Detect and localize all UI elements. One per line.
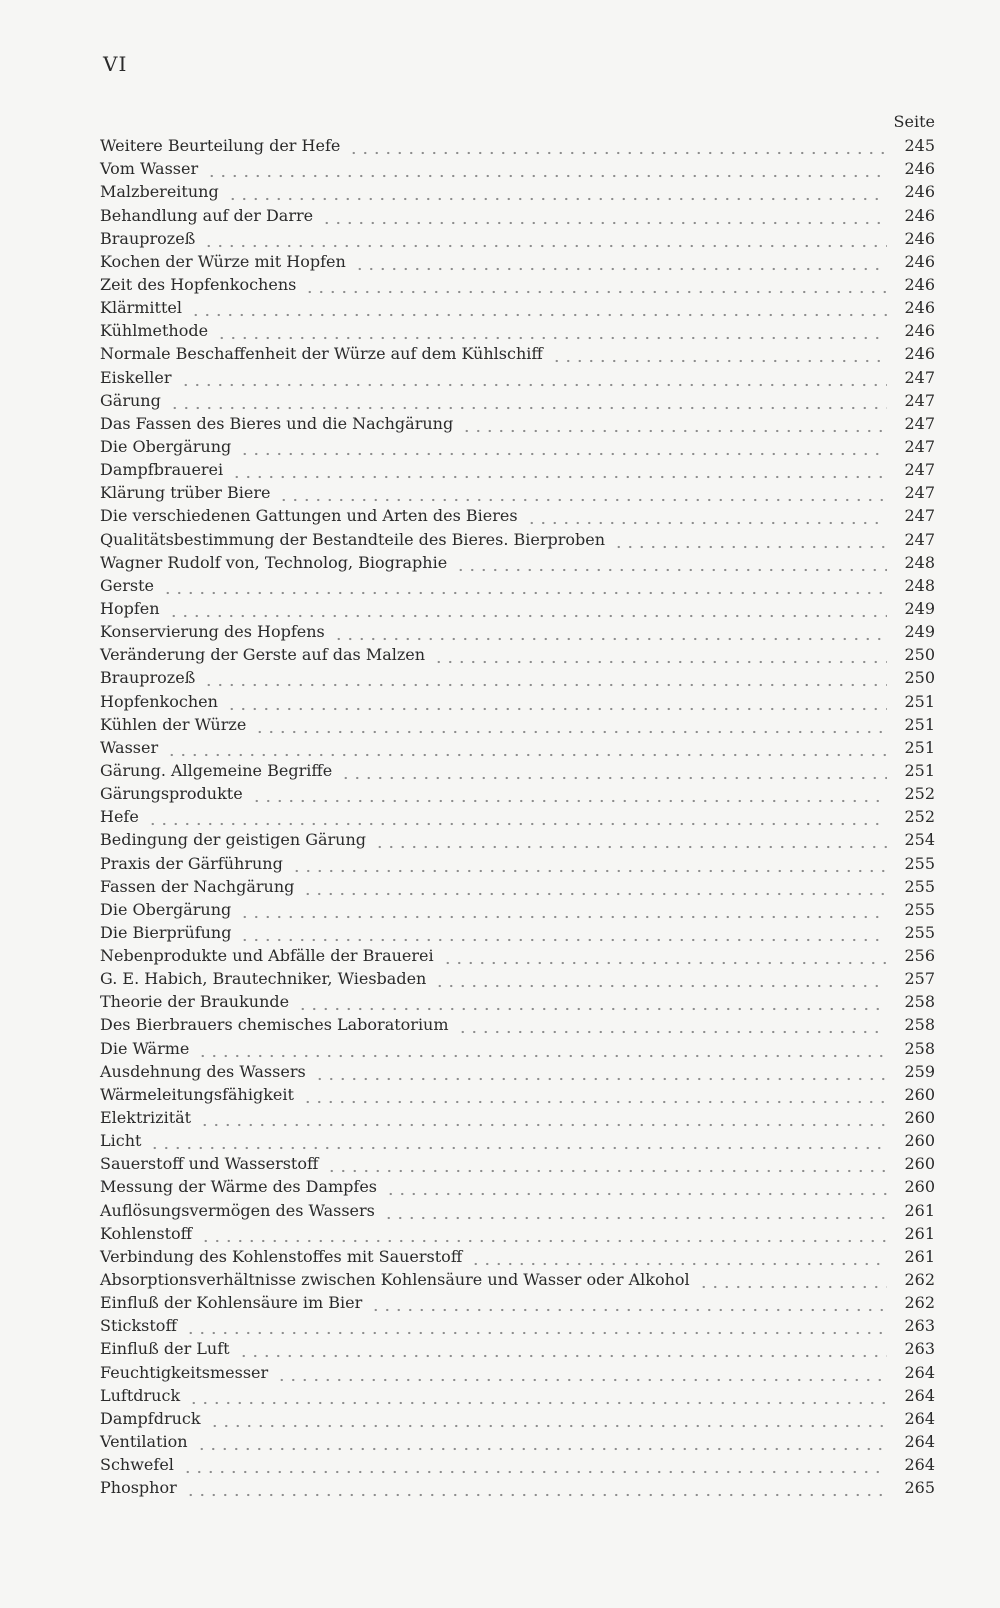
toc-dot-leader xyxy=(340,760,887,780)
toc-entry xyxy=(100,434,935,457)
toc-entry-page: 260 xyxy=(887,1085,935,1105)
toc-entry-page: 250 xyxy=(887,668,935,688)
toc-entry-title: Weitere Beurteilung der Hefe xyxy=(100,136,348,156)
toc-dot-leader xyxy=(461,413,887,433)
toc-entry-page: 245 xyxy=(887,136,935,156)
toc-entry-title: Gerste xyxy=(100,576,162,596)
toc-entry-title: Luftdruck xyxy=(100,1386,188,1406)
toc-dot-leader xyxy=(200,1223,887,1243)
toc-entry xyxy=(100,897,935,920)
toc-entry-title: Messung der Wärme des Dampfes xyxy=(100,1177,385,1197)
toc-entry xyxy=(100,388,935,411)
toc-dot-leader xyxy=(470,1246,887,1266)
toc-entry-page: 260 xyxy=(887,1154,935,1174)
toc-entry xyxy=(100,804,935,827)
toc-dot-leader xyxy=(216,320,887,340)
toc-dot-leader xyxy=(147,806,887,826)
toc-dot-leader xyxy=(251,783,887,803)
toc-entry-page: 262 xyxy=(887,1270,935,1290)
toc-dot-leader xyxy=(231,459,887,479)
toc-dot-leader xyxy=(385,1176,887,1196)
toc-dot-leader xyxy=(185,1315,887,1335)
toc-entry-page: 261 xyxy=(887,1201,935,1221)
toc-dot-leader xyxy=(698,1269,887,1289)
toc-entry xyxy=(100,249,935,272)
toc-dot-leader xyxy=(209,1408,887,1428)
toc-entry-page: 247 xyxy=(887,530,935,550)
toc-entry-page: 248 xyxy=(887,576,935,596)
toc-entry-page: 246 xyxy=(887,159,935,179)
toc-entry xyxy=(100,1383,935,1406)
toc-entry-title: Ventilation xyxy=(100,1432,196,1452)
toc-entry-title: Auflösungsvermögen des Wassers xyxy=(100,1201,383,1221)
toc-entry-title: Hopfenkochen xyxy=(100,692,226,712)
toc-entry-title: Gärung. Allgemeine Begriffe xyxy=(100,761,340,781)
toc-entry xyxy=(100,735,935,758)
toc-entry-page: 249 xyxy=(887,599,935,619)
toc-entry-page: 259 xyxy=(887,1062,935,1082)
toc-dot-leader xyxy=(239,922,887,942)
toc-entry xyxy=(100,1012,935,1035)
toc-entry xyxy=(100,1475,935,1498)
toc-entry-page: 247 xyxy=(887,414,935,434)
toc-entry-page: 264 xyxy=(887,1363,935,1383)
toc-entry xyxy=(100,665,935,688)
toc-dot-leader xyxy=(526,505,887,525)
toc-entry xyxy=(100,1221,935,1244)
toc-entry-title: Gärungsprodukte xyxy=(100,784,251,804)
toc-dot-leader xyxy=(613,529,887,549)
toc-entry-title: Einfluß der Luft xyxy=(100,1339,238,1359)
toc-entry-title: Qualitätsbestimmung der Bestandteile des Bieres. Bierproben xyxy=(100,530,613,550)
toc-dot-leader xyxy=(333,621,887,641)
toc-entry-title: Schwefel xyxy=(100,1455,182,1475)
toc-entry-title: Stickstoff xyxy=(100,1316,185,1336)
toc-entry xyxy=(100,526,935,549)
toc-entry xyxy=(100,874,935,897)
toc-dot-leader xyxy=(442,945,887,965)
toc-entry xyxy=(100,781,935,804)
toc-entry-title: Ausdehnung des Wassers xyxy=(100,1062,314,1082)
toc-entry-title: Hefe xyxy=(100,807,147,827)
toc-entry-page: 257 xyxy=(887,969,935,989)
toc-entry xyxy=(100,1429,935,1452)
toc-entry-page: 251 xyxy=(887,761,935,781)
toc-dot-leader xyxy=(188,1385,887,1405)
toc-entry-title: Die verschiedenen Gattungen und Arten des Bieres xyxy=(100,506,526,526)
toc-dot-leader xyxy=(169,390,887,410)
toc-entry-title: Konservierung des Hopfens xyxy=(100,622,333,642)
toc-entry-page: 252 xyxy=(887,807,935,827)
toc-dot-leader xyxy=(291,853,887,873)
toc-dot-leader xyxy=(551,343,887,363)
page-column-heading: Seite xyxy=(893,112,935,131)
toc-entry-page: 260 xyxy=(887,1177,935,1197)
toc-entry-page: 246 xyxy=(887,229,935,249)
page-number: VI xyxy=(103,52,128,76)
toc-entry-title: Sauerstoff und Wasserstoff xyxy=(100,1154,326,1174)
toc-entry-page: 260 xyxy=(887,1131,935,1151)
toc-entry-page: 258 xyxy=(887,992,935,1012)
toc-dot-leader xyxy=(276,1362,887,1382)
toc-dot-leader xyxy=(239,899,887,919)
toc-dot-leader xyxy=(434,968,887,988)
toc-entry-page: 258 xyxy=(887,1015,935,1035)
toc-entry xyxy=(100,550,935,573)
toc-entry xyxy=(100,1059,935,1082)
toc-entry-page: 246 xyxy=(887,182,935,202)
toc-dot-leader xyxy=(304,274,887,294)
toc-entry xyxy=(100,642,935,665)
toc-dot-leader xyxy=(348,135,887,155)
toc-entry xyxy=(100,480,935,503)
toc-entry xyxy=(100,989,935,1012)
toc-entry-page: 246 xyxy=(887,252,935,272)
toc-entry xyxy=(100,272,935,295)
toc-dot-leader xyxy=(180,367,887,387)
toc-entry-title: Kohlenstoff xyxy=(100,1224,200,1244)
toc-dot-leader xyxy=(203,667,887,687)
toc-entry-title: Licht xyxy=(100,1131,149,1151)
toc-dot-leader xyxy=(455,552,887,572)
toc-dot-leader xyxy=(197,1038,887,1058)
toc-entry xyxy=(100,318,935,341)
toc-entry-title: Brauprozeß xyxy=(100,229,203,249)
toc-entry xyxy=(100,1174,935,1197)
toc-dot-leader xyxy=(162,575,887,595)
toc-dot-leader xyxy=(206,158,887,178)
toc-entry xyxy=(100,688,935,711)
toc-entry-page: 247 xyxy=(887,437,935,457)
toc-entry-page: 246 xyxy=(887,321,935,341)
toc-entry xyxy=(100,133,935,156)
toc-entry-page: 254 xyxy=(887,830,935,850)
toc-dot-leader xyxy=(370,1292,887,1312)
toc-entry-title: Klärmittel xyxy=(100,298,190,318)
toc-entry-page: 248 xyxy=(887,553,935,573)
toc-entry xyxy=(100,1313,935,1336)
toc-entry-page: 263 xyxy=(887,1339,935,1359)
toc-entry-title: Vom Wasser xyxy=(100,159,206,179)
toc-entry-page: 249 xyxy=(887,622,935,642)
toc-entry-page: 247 xyxy=(887,506,935,526)
toc-entry-page: 246 xyxy=(887,206,935,226)
toc-entry-title: Feuchtigkeitsmesser xyxy=(100,1363,276,1383)
toc-entry-title: Das Fassen des Bieres und die Nachgärung xyxy=(100,414,461,434)
toc-dot-leader xyxy=(166,737,887,757)
toc-entry-title: Die Bierprüfung xyxy=(100,923,239,943)
toc-entry-title: Kühlmethode xyxy=(100,321,216,341)
toc-entry-page: 255 xyxy=(887,923,935,943)
toc-entry xyxy=(100,920,935,943)
toc-entry-title: Die Obergärung xyxy=(100,900,239,920)
toc-entry-title: Bedingung der geistigen Gärung xyxy=(100,830,374,850)
toc-entry-title: Wasser xyxy=(100,738,166,758)
toc-entry-page: 262 xyxy=(887,1293,935,1313)
toc-entry-page: 255 xyxy=(887,900,935,920)
toc-dot-leader xyxy=(199,1107,887,1127)
toc-entry-title: Die Wärme xyxy=(100,1039,197,1059)
toc-entry-page: 256 xyxy=(887,946,935,966)
toc-entry-title: Kühlen der Würze xyxy=(100,715,254,735)
toc-dot-leader xyxy=(326,1153,887,1173)
toc-entry xyxy=(100,758,935,781)
toc-entry-title: Elektrizität xyxy=(100,1108,199,1128)
toc-entry xyxy=(100,596,935,619)
toc-entry-page: 247 xyxy=(887,460,935,480)
toc-entry xyxy=(100,619,935,642)
toc-entry-title: Wagner Rudolf von, Technolog, Biographie xyxy=(100,553,455,573)
toc-entry-title: Nebenprodukte und Abfälle der Brauerei xyxy=(100,946,442,966)
toc-dot-leader xyxy=(302,876,887,896)
table-of-contents xyxy=(100,133,935,1498)
toc-dot-leader xyxy=(182,1454,887,1474)
toc-entry xyxy=(100,1406,935,1429)
toc-entry xyxy=(100,1105,935,1128)
toc-entry-page: 247 xyxy=(887,368,935,388)
toc-entry-title: Veränderung der Gerste auf das Malzen xyxy=(100,645,433,665)
toc-dot-leader xyxy=(254,714,887,734)
toc-entry-title: Phosphor xyxy=(100,1478,185,1498)
toc-entry-title: Absorptionsverhältnisse zwischen Kohlensäure und Wasser oder Alkohol xyxy=(100,1270,698,1290)
toc-entry-title: Behandlung auf der Darre xyxy=(100,206,321,226)
toc-entry-page: 263 xyxy=(887,1316,935,1336)
toc-dot-leader xyxy=(168,598,887,618)
toc-entry-page: 260 xyxy=(887,1108,935,1128)
toc-entry-title: Dampfbrauerei xyxy=(100,460,231,480)
toc-entry-page: 264 xyxy=(887,1386,935,1406)
toc-dot-leader xyxy=(321,205,887,225)
toc-entry-title: Theorie der Braukunde xyxy=(100,992,297,1012)
toc-entry xyxy=(100,364,935,387)
toc-entry-page: 251 xyxy=(887,715,935,735)
toc-dot-leader xyxy=(374,829,887,849)
toc-entry-page: 247 xyxy=(887,483,935,503)
toc-entry xyxy=(100,1082,935,1105)
toc-dot-leader xyxy=(227,181,887,201)
toc-entry xyxy=(100,1197,935,1220)
toc-dot-leader xyxy=(149,1130,887,1150)
toc-dot-leader xyxy=(196,1431,887,1451)
toc-dot-leader xyxy=(238,1338,887,1358)
toc-entry-page: 246 xyxy=(887,298,935,318)
toc-entry xyxy=(100,1336,935,1359)
toc-entry xyxy=(100,573,935,596)
toc-dot-leader xyxy=(278,482,887,502)
toc-entry-title: Gärung xyxy=(100,391,169,411)
toc-entry xyxy=(100,1151,935,1174)
toc-entry-title: Malzbereitung xyxy=(100,182,227,202)
toc-entry-title: Fassen der Nachgärung xyxy=(100,877,302,897)
toc-dot-leader xyxy=(383,1200,887,1220)
toc-dot-leader xyxy=(457,1014,887,1034)
toc-entry xyxy=(100,503,935,526)
toc-entry-page: 264 xyxy=(887,1432,935,1452)
toc-entry xyxy=(100,156,935,179)
toc-entry xyxy=(100,341,935,364)
toc-dot-leader xyxy=(302,1084,887,1104)
toc-entry-page: 250 xyxy=(887,645,935,665)
toc-entry-page: 252 xyxy=(887,784,935,804)
toc-entry-page: 246 xyxy=(887,344,935,364)
toc-entry-title: G. E. Habich, Brautechniker, Wiesbaden xyxy=(100,969,434,989)
toc-entry-page: 264 xyxy=(887,1409,935,1429)
toc-dot-leader xyxy=(185,1477,887,1497)
toc-entry-page: 261 xyxy=(887,1247,935,1267)
toc-dot-leader xyxy=(297,991,887,1011)
toc-entry xyxy=(100,179,935,202)
toc-entry xyxy=(100,457,935,480)
toc-entry xyxy=(100,827,935,850)
toc-entry-title: Normale Beschaffenheit der Würze auf dem Kühlschiff xyxy=(100,344,551,364)
toc-dot-leader xyxy=(354,251,887,271)
toc-entry xyxy=(100,1244,935,1267)
toc-dot-leader xyxy=(433,644,887,664)
toc-entry xyxy=(100,202,935,225)
toc-entry-page: 251 xyxy=(887,692,935,712)
toc-dot-leader xyxy=(239,436,887,456)
toc-entry-title: Praxis der Gärführung xyxy=(100,854,291,874)
toc-entry xyxy=(100,226,935,249)
toc-entry-page: 251 xyxy=(887,738,935,758)
toc-entry-title: Kochen der Würze mit Hopfen xyxy=(100,252,354,272)
toc-dot-leader xyxy=(226,691,887,711)
toc-dot-leader xyxy=(314,1061,887,1081)
toc-dot-leader xyxy=(203,228,887,248)
toc-entry xyxy=(100,1128,935,1151)
toc-entry-title: Hopfen xyxy=(100,599,168,619)
toc-entry xyxy=(100,1290,935,1313)
toc-entry-title: Brauprozeß xyxy=(100,668,203,688)
toc-entry xyxy=(100,850,935,873)
toc-entry-title: Des Bierbrauers chemisches Laboratorium xyxy=(100,1015,457,1035)
toc-entry xyxy=(100,1035,935,1058)
toc-entry-page: 255 xyxy=(887,877,935,897)
toc-entry-page: 247 xyxy=(887,391,935,411)
toc-entry-page: 264 xyxy=(887,1455,935,1475)
toc-entry xyxy=(100,1452,935,1475)
toc-entry-page: 255 xyxy=(887,854,935,874)
toc-entry-title: Wärmeleitungsfähigkeit xyxy=(100,1085,302,1105)
toc-entry-title: Klärung trüber Biere xyxy=(100,483,278,503)
toc-dot-leader xyxy=(190,297,887,317)
toc-entry-title: Dampfdruck xyxy=(100,1409,209,1429)
toc-entry-page: 258 xyxy=(887,1039,935,1059)
toc-entry xyxy=(100,411,935,434)
toc-entry-page: 265 xyxy=(887,1478,935,1498)
toc-entry xyxy=(100,295,935,318)
toc-entry-page: 261 xyxy=(887,1224,935,1244)
toc-entry-title: Verbindung des Kohlenstoffes mit Sauerstoff xyxy=(100,1247,470,1267)
toc-entry-title: Zeit des Hopfenkochens xyxy=(100,275,304,295)
toc-entry xyxy=(100,1267,935,1290)
toc-entry xyxy=(100,712,935,735)
toc-entry-title: Einfluß der Kohlensäure im Bier xyxy=(100,1293,370,1313)
toc-entry xyxy=(100,943,935,966)
toc-entry-title: Die Obergärung xyxy=(100,437,239,457)
toc-entry xyxy=(100,1359,935,1382)
toc-entry-title: Eiskeller xyxy=(100,368,180,388)
toc-entry xyxy=(100,966,935,989)
toc-entry-page: 246 xyxy=(887,275,935,295)
